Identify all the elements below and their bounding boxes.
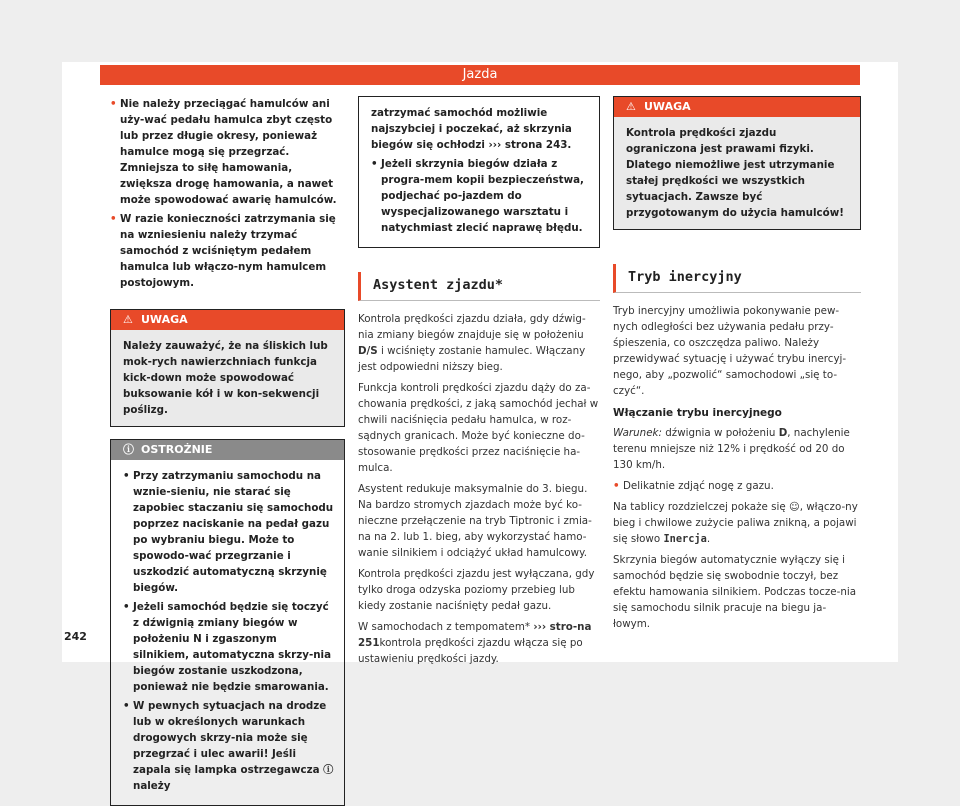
list-item: • Przy zatrzymaniu samochodu na wznie-sieniu, nie starać się zapobiec staczaniu się samochodu poprzez naciskanie na pedał gazu po wybraniu biegu. Może to spowodo-wać przegrzanie i uszkodzić automatyczną skrzynię biegów.: [123, 470, 334, 594]
chapter-header: [100, 65, 860, 85]
bullet-dot-icon: •: [371, 158, 378, 170]
warning-header: ⚠ UWAGA: [614, 97, 860, 117]
warning-box-physics: [613, 96, 861, 230]
warning-body: Należy zauważyć, że na śliskich lub mok-rych nawierzchniach funkcja kick-down może spowodować buksowanie kół i w kon-sekwencji poślizg.: [111, 330, 344, 426]
coasting-indicator-icon: ☺: [788, 501, 800, 513]
caution-continued-body: [359, 97, 599, 247]
bullet-dot-icon: •: [110, 98, 117, 110]
bullet-list-brakes: [110, 96, 345, 291]
continued-text: zatrzymać samochód możliwie najszybciej i poczekać, aż skrzynia biegów się ochłodzi ››› strona 243.: [371, 107, 572, 151]
bullet-dot-icon: •: [123, 700, 130, 712]
list-item: • W razie konieczności zatrzymania się na wzniesieniu należy trzymać samochód z wciśniętym pedałem hamulca lub włączo-nym hamulcem postojowym.: [110, 213, 336, 289]
info-circle-icon: ⓘ: [123, 443, 134, 456]
paragraph: Kontrola prędkości zjazdu jest wyłączana, gdy tylko droga odzyska poziomy przebieg lub kiedy zostanie naciśnięty pedał gazu.: [358, 568, 595, 612]
column-3: [613, 96, 861, 637]
bullet-dot-icon: •: [123, 470, 130, 482]
paragraph: Kontrola prędkości zjazdu działa, gdy dźwig-nia zmiany biegów znajduje się w położeniu D/S i wciśnięty zostanie hamulec. Włączany jest odpowiedni niższy bieg.: [358, 313, 586, 373]
paragraph: Tryb inercyjny umożliwia pokonywanie pew-nych odległości bez używania pedału przy-śpieszenia, co oszczędza paliwo. Należy przewidywać sytuację i używać trybu inercyj-nego, aby „pozwolić“ samochodowi „się to-czyć“.: [613, 305, 847, 397]
paragraph: Na tablicy rozdzielczej pokaże się ☺, włączo-ny bieg i chwilowe zużycie paliwa znikną, a pojawi się słowo Inercja.: [613, 501, 858, 545]
caution-body: [111, 460, 344, 805]
caution-box: [110, 439, 345, 806]
paragraph: W samochodach z tempomatem* ››› stro-na 251kontrola prędkości zjazdu włącza się po ustawieniu prędkości jazdy.: [358, 621, 592, 665]
paragraph: Asystent redukuje maksymalnie do 3. biegu. Na bardzo stromych zjazdach może być ko-nieczne przełączenie na tryb Tiptronic i zmia-na na 2. lub 1. bieg, aby wykorzystać hamo-wanie silnikiem i odciążyć układ hamulcowy.: [358, 483, 592, 559]
section-heading-coasting: Tryb inercyjny: [613, 264, 861, 293]
bullet-dot-icon: •: [613, 480, 620, 492]
paragraph: Warunek: dźwignia w położeniu D, nachylenie terenu mniejsze niż 12% i prędkość od 20 do 130 km/h.: [613, 427, 850, 471]
warning-header: ⚠ UWAGA: [111, 310, 344, 330]
warning-triangle-icon: ⚠: [123, 313, 133, 326]
caution-header: ⓘ OSTROŻNIE: [111, 440, 344, 460]
display-word: Inercja: [663, 533, 707, 545]
bullet-dot-icon: •: [123, 601, 130, 613]
list-item: • Nie należy przeciągać hamulców ani uży-wać pedału hamulca zbyt często lub przez długie okresy, ponieważ hamulce mogą się przegrzać. Zmniejsza to siłę hamowania, zwiększa drogę hamowania, a nawet może spowodować awarię hamulców.: [110, 98, 337, 206]
list-item: • Jeżeli skrzynia biegów działa z progra-mem kopii bezpieczeństwa, podjechać po-jazdem do wyspecjalizowanego warsztatu i natychmiast zlecić naprawę błędu.: [371, 158, 584, 234]
list-item: • Jeżeli samochód będzie się toczyć z dźwignią zmiany biegów w położeniu N i zgaszonym silnikiem, automatyczna skrzy-nia biegów zostanie uszkodzona, ponieważ nie będzie smarowania.: [123, 601, 332, 693]
column-2: [358, 96, 600, 672]
warning-body: Kontrola prędkości zjazdu ograniczona jest prawami fizyki. Dlatego niemożliwe jest utrzymanie stałej prędkości we wszystkich sytuacjach. Zawsze być przygotowanym do użycia hamulców!: [614, 117, 860, 229]
section-heading-descent-assist: Asystent zjazdu*: [358, 272, 600, 301]
page-reference-link[interactable]: ››› strona 243.: [488, 139, 572, 151]
caution-box-continued: [358, 96, 600, 248]
list-item: • W pewnych sytuacjach na drodze lub w określonych warunkach drogowych skrzy-nia może się przegrzać i ulec awarii! Jeśli zapala się lampka ostrzegawcza ⓘ należy: [123, 700, 334, 792]
list-item: • Delikatnie zdjąć nogę z gazu.: [613, 480, 774, 492]
paragraph: Skrzynia biegów automatycznie wyłączy się i samochód będzie się swobodnie toczył, bez efektu hamowania silnikiem. Podczas tocze-nia się samochodu silnik pracuje na biegu ja-łowym.: [613, 554, 857, 630]
chapter-title: Jazda: [462, 67, 498, 82]
page-reference-link[interactable]: ››› stro-na 251: [358, 621, 592, 649]
sub-heading: Włączanie trybu inercyjnego: [613, 407, 782, 419]
warning-box-kickdown: [110, 309, 345, 427]
paragraph: Funkcja kontroli prędkości zjazdu dąży do za-chowania prędkości, z jaką samochód jechał w chwili naciśnięcia pedału hamulca, w roz-sądnych granicach. Może być konieczne do-stosowanie prędkości przez naciśnięcie ha-mulca.: [358, 382, 599, 474]
page-number: 242: [64, 630, 87, 643]
warning-triangle-icon: ⚠: [626, 100, 636, 113]
column-1: [110, 96, 345, 806]
bullet-dot-icon: •: [110, 213, 117, 225]
